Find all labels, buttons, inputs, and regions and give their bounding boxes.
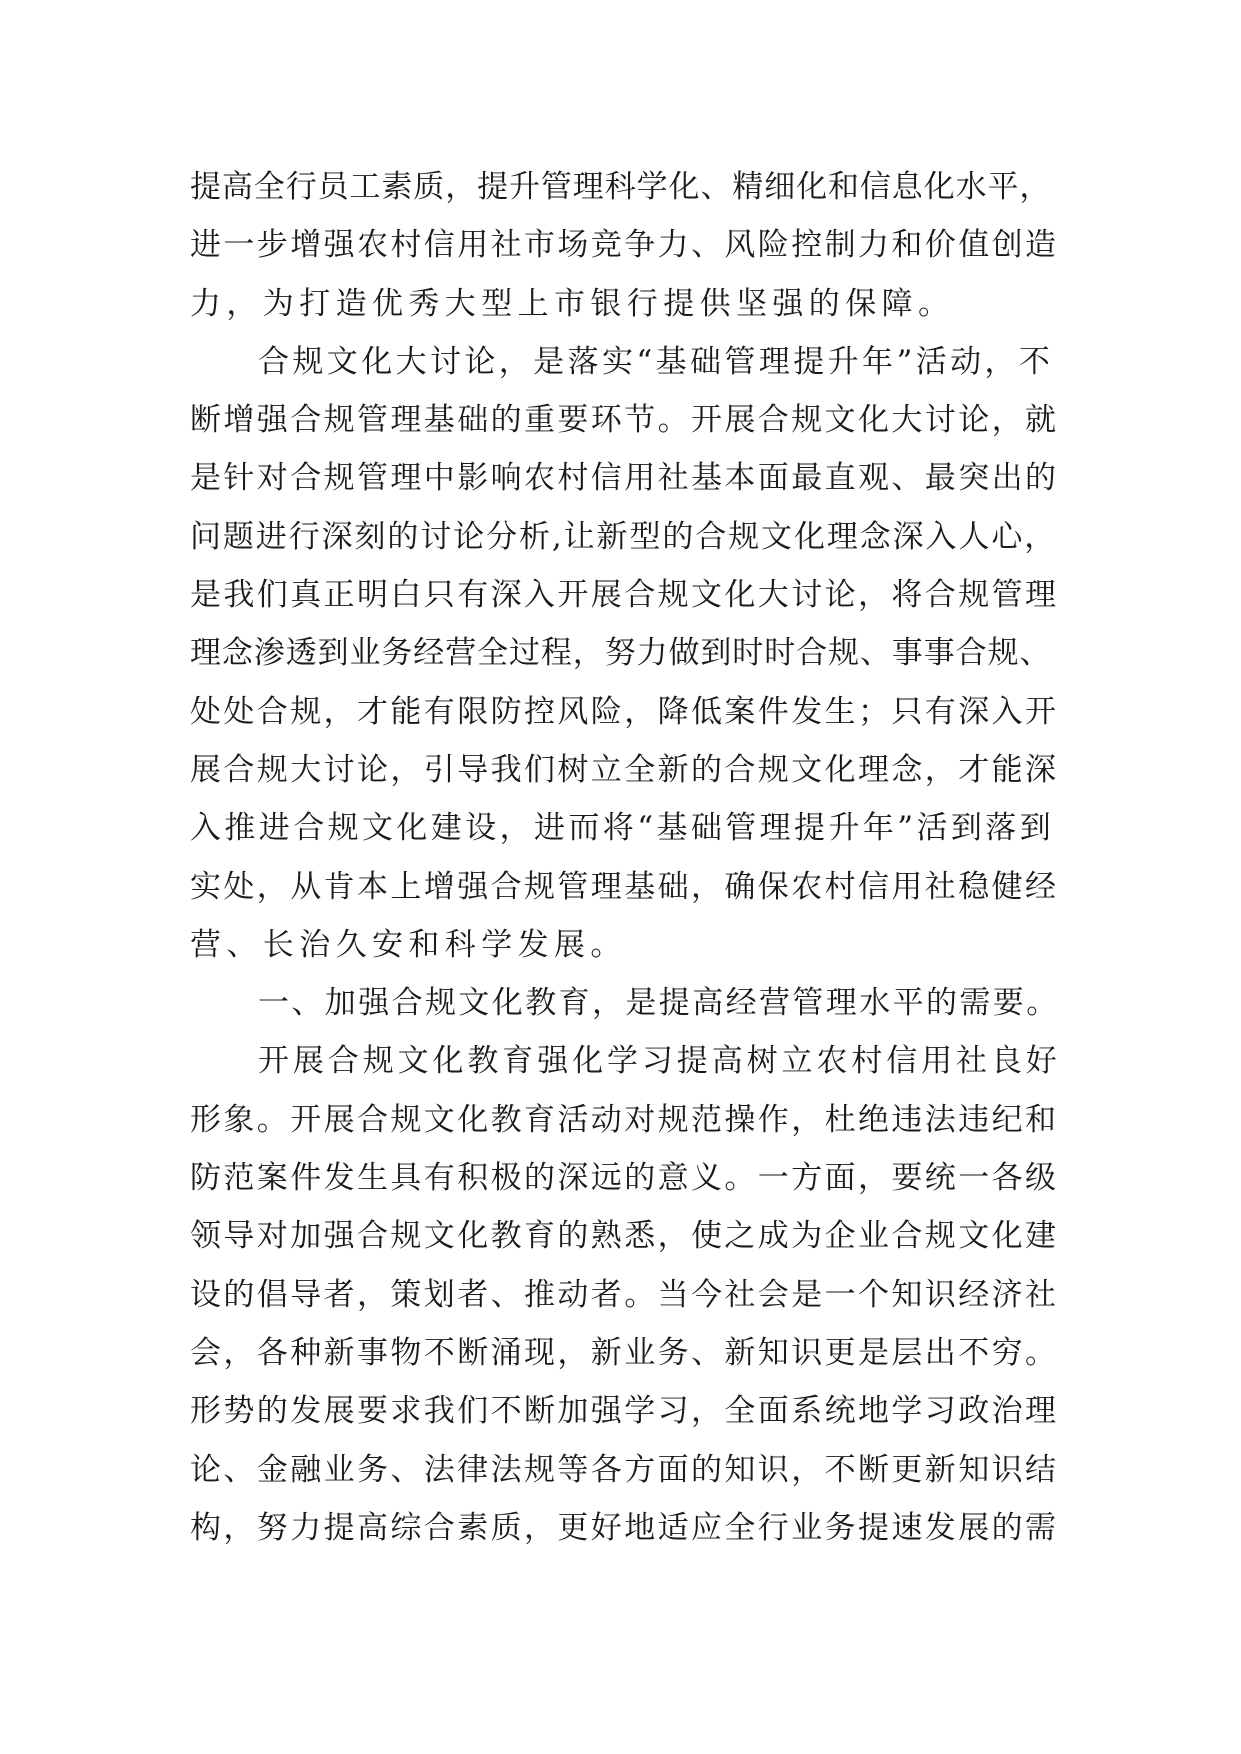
text-line: 提高全行员工素质，提升管理科学化、精细化和信息化水平， (190, 169, 1052, 205)
text-line: 断增强合规管理基础的重要环节。开展合规文化大讨论，就 (190, 402, 1059, 439)
text-line: 问题进行深刻的讨论分析,让新型的合规文化理念深入人心， (190, 518, 1058, 555)
text-line: 开展合规文化教育强化学习提高树立农村信用社良好 (258, 1043, 1061, 1080)
text-line: 进一步增强农村信用社市场竞争力、风险控制力和价值创造 (190, 227, 1059, 264)
text-line: 理念渗透到业务经营全过程，努力做到时时合规、事事合规、 (190, 635, 1052, 672)
text-line: 力，为打造优秀大型上市银行提供坚强的保障。 (190, 285, 955, 322)
text-line: 构，努力提高综合素质，更好地适应全行业务提速发展的需 (190, 1509, 1059, 1546)
text-line: 防范案件发生具有积极的深远的意义。一方面，要统一各级 (190, 1160, 1059, 1197)
text-line: 入推进合规文化建设，进而将“基础管理提升年”活到落到 (190, 810, 1055, 847)
text-line: 一、加强合规文化教育，是提高经营管理水平的需要。 (258, 985, 1060, 1022)
text-line: 实处，从肯本上增强合规管理基础，确保农村信用社稳健经 (190, 868, 1059, 905)
text-line: 领导对加强合规文化教育的熟悉，使之成为企业合规文化建 (190, 1218, 1059, 1255)
text-line: 营、长治久安和科学发展。 (190, 926, 627, 963)
document-body (190, 158, 1060, 1557)
text-line: 处处合规，才能有限防控风险，降低案件发生；只有深入开 (190, 693, 1059, 730)
text-line: 是针对合规管理中影响农村信用社基本面最直观、最突出的 (190, 460, 1059, 497)
text-line: 合规文化大讨论，是落实“基础管理提升年”活动，不 (258, 343, 1054, 380)
text-line: 会，各种新事物不断涌现，新业务、新知识更是层出不穷。 (190, 1334, 1059, 1371)
text-line: 论、金融业务、法律法规等各方面的知识，不断更新知识结 (190, 1451, 1059, 1488)
text-line: 展合规大讨论，引导我们树立全新的合规文化理念，才能深 (190, 751, 1059, 788)
text-line: 形势的发展要求我们不断加强学习，全面系统地学习政治理 (190, 1393, 1059, 1430)
text-line: 设的倡导者，策划者、推动者。当今社会是一个知识经济社 (190, 1276, 1059, 1313)
text-line: 是我们真正明白只有深入开展合规文化大讨论，将合规管理 (190, 577, 1059, 614)
text-line: 形象。开展合规文化教育活动对规范操作，杜绝违法违纪和 (190, 1101, 1059, 1138)
